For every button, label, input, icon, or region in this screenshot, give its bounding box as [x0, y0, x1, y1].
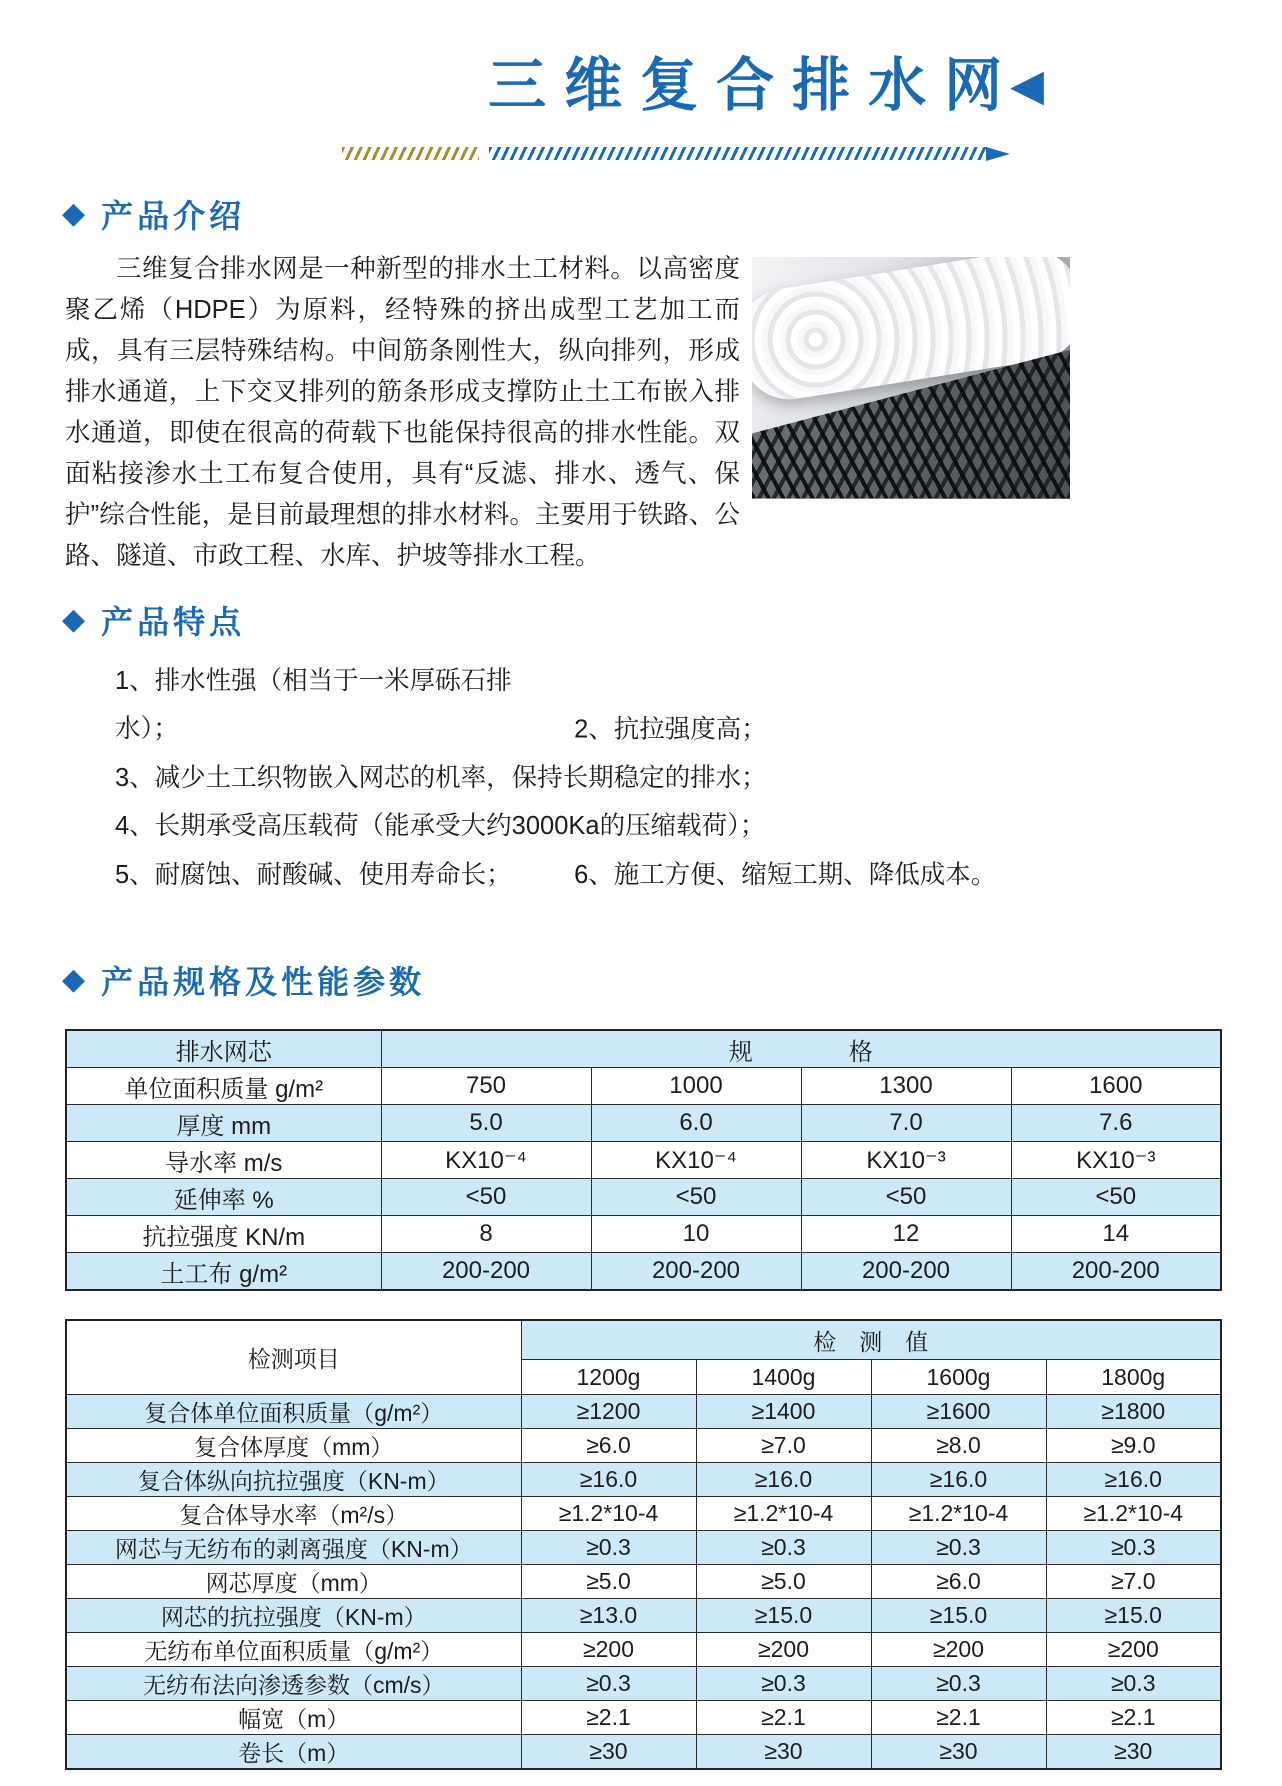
table-row	[66, 1667, 1221, 1701]
table-row	[66, 1142, 1221, 1179]
row-label: 网芯厚度（mm）	[66, 1565, 521, 1599]
table-cell: 5.0	[381, 1105, 591, 1142]
title-row	[0, 0, 1282, 123]
feature-item: 2、抗拉强度高；	[574, 715, 767, 743]
feature-item: 5、耐腐蚀、耐酸碱、使用寿命长；	[115, 860, 512, 889]
table-cell: 7.6	[1011, 1105, 1221, 1142]
table-cell: ≥13.0	[521, 1599, 696, 1633]
table-cell: ≥30	[1046, 1735, 1221, 1770]
table-cell: ≥15.0	[1046, 1599, 1221, 1633]
feature-row	[115, 851, 1282, 900]
page-title: 三维复合排水网	[488, 53, 1021, 118]
table-cell: 8	[381, 1216, 591, 1253]
diamond-icon: ◆	[62, 963, 86, 996]
table-cell: ≥9.0	[1046, 1429, 1221, 1463]
table-header-cell: 1600g	[871, 1360, 1046, 1395]
table-cell: ≥0.3	[696, 1667, 871, 1701]
table-cell: ≥1.2*10-4	[521, 1497, 696, 1531]
row-label: 无纺布单位面积质量（g/m²）	[66, 1633, 521, 1667]
specs-heading	[62, 957, 1282, 1003]
table-cell: ≥1800	[1046, 1395, 1221, 1429]
table-cell: ≥16.0	[696, 1463, 871, 1497]
table-row	[66, 1179, 1221, 1216]
table-cell: ≥1400	[696, 1395, 871, 1429]
table-row	[66, 1068, 1221, 1105]
table-cell: ≥200	[521, 1633, 696, 1667]
test-value-table	[65, 1319, 1222, 1770]
table-cell: 12	[801, 1216, 1011, 1253]
table-row	[66, 1463, 1221, 1497]
table-row	[66, 1735, 1221, 1770]
table-cell: 14	[1011, 1216, 1221, 1253]
product-photo	[752, 257, 1070, 499]
table-row	[66, 1216, 1221, 1253]
table-cell: 200-200	[801, 1253, 1011, 1291]
table-row	[66, 1497, 1221, 1531]
table-cell: ≥15.0	[696, 1599, 871, 1633]
table-header-cell: 1800g	[1046, 1360, 1221, 1395]
table-cell: 200-200	[381, 1253, 591, 1291]
row-label: 无纺布法向渗透参数（cm/s）	[66, 1667, 521, 1701]
table-cell: ≥0.3	[871, 1531, 1046, 1565]
table-cell: ≥1.2*10-4	[1046, 1497, 1221, 1531]
table-cell: ≥30	[696, 1735, 871, 1770]
table-cell: <50	[381, 1179, 591, 1216]
table-header-cell: 1400g	[696, 1360, 871, 1395]
feature-item: 4、长期承受高压载荷（能承受大约3000Ka的压缩载荷）；	[115, 812, 766, 840]
table-cell: ≥0.3	[696, 1531, 871, 1565]
feature-item: 6、施工方便、缩短工期、降低成本。	[574, 860, 997, 889]
table-cell: ≥1200	[521, 1395, 696, 1429]
table-header-row	[66, 1320, 1221, 1360]
row-label: 复合体单位面积质量（g/m²）	[66, 1395, 521, 1429]
table-cell: ≥15.0	[871, 1599, 1046, 1633]
table-cell: ≥5.0	[696, 1565, 871, 1599]
table-row	[66, 1531, 1221, 1565]
feature-item: 1、排水性强（相当于一米厚砾石排水）；	[115, 666, 512, 743]
row-label: 单位面积质量 g/m²	[66, 1068, 381, 1105]
feature-row	[115, 802, 1282, 851]
table-cell: ≥2.1	[1046, 1701, 1221, 1735]
table-row	[66, 1599, 1221, 1633]
table-cell: 10	[591, 1216, 801, 1253]
table-cell: ≥7.0	[1046, 1565, 1221, 1599]
row-label: 厚度 mm	[66, 1105, 381, 1142]
table-header-cell: 排水网芯	[66, 1030, 381, 1068]
table-row	[66, 1565, 1221, 1599]
table-row	[66, 1395, 1221, 1429]
table-header-row	[66, 1030, 1221, 1068]
table-cell: ≥0.3	[871, 1667, 1046, 1701]
table-cell: ≥30	[871, 1735, 1046, 1770]
table-cell: 7.0	[801, 1105, 1011, 1142]
row-label: 抗拉强度 KN/m	[66, 1216, 381, 1253]
table-cell: ≥2.1	[521, 1701, 696, 1735]
table-cell: ≥1.2*10-4	[871, 1497, 1046, 1531]
decorative-stripes	[342, 147, 1282, 161]
table-cell: ≥16.0	[521, 1463, 696, 1497]
table-cell: KX10⁻³	[1011, 1142, 1221, 1179]
table-cell: ≥0.3	[521, 1531, 696, 1565]
table-cell: 200-200	[591, 1253, 801, 1291]
table-cell: 1000	[591, 1068, 801, 1105]
intro-heading	[62, 191, 1282, 237]
row-label: 网芯的抗拉强度（KN-m）	[66, 1599, 521, 1633]
feature-row	[115, 657, 1282, 754]
section-specs	[0, 957, 1282, 1770]
table-header-cell: 1200g	[521, 1360, 696, 1395]
row-label: 导水率 m/s	[66, 1142, 381, 1179]
spec-table	[65, 1029, 1222, 1291]
features-heading	[62, 597, 1282, 643]
table-header-cell: 检测项目	[66, 1320, 521, 1395]
table-header-cell: 规 格	[381, 1030, 1221, 1068]
row-label: 复合体导水率（m²/s）	[66, 1497, 521, 1531]
table-cell: ≥1600	[871, 1395, 1046, 1429]
table-cell: <50	[801, 1179, 1011, 1216]
table-cell: ≥2.1	[871, 1701, 1046, 1735]
table-cell: ≥200	[696, 1633, 871, 1667]
table-row	[66, 1253, 1221, 1291]
table-cell: KX10⁻³	[801, 1142, 1011, 1179]
intro-body	[65, 249, 1282, 577]
diamond-icon: ◆	[62, 196, 86, 230]
table-cell: 200-200	[1011, 1253, 1221, 1291]
table-cell: ≥0.3	[1046, 1531, 1221, 1565]
table-cell: ≥1.2*10-4	[696, 1497, 871, 1531]
row-label: 复合体厚度（mm）	[66, 1429, 521, 1463]
row-label: 卷长（m）	[66, 1735, 521, 1770]
table-cell: ≥7.0	[696, 1429, 871, 1463]
table-cell: ≥8.0	[871, 1429, 1046, 1463]
row-label: 网芯与无纺布的剥离强度（KN-m）	[66, 1531, 521, 1565]
table-row	[66, 1429, 1221, 1463]
section-intro	[0, 191, 1282, 577]
table-cell: <50	[591, 1179, 801, 1216]
stripe-blue-bar	[489, 147, 986, 160]
table-cell: ≥2.1	[696, 1701, 871, 1735]
table-cell: ≥30	[521, 1735, 696, 1770]
table-cell: ≥16.0	[1046, 1463, 1221, 1497]
stripe-gold-bar	[342, 147, 479, 160]
table-row	[66, 1633, 1221, 1667]
section-title: 产品介绍	[101, 197, 246, 234]
section-features	[0, 597, 1282, 900]
table-row	[66, 1701, 1221, 1735]
table-cell: 1300	[801, 1068, 1011, 1105]
table-cell: KX10⁻⁴	[591, 1142, 801, 1179]
diamond-icon: ◆	[62, 602, 86, 636]
table-cell: ≥5.0	[521, 1565, 696, 1599]
feature-item: 3、减少土工织物嵌入网芯的机率，保持长期稳定的排水；	[115, 763, 767, 792]
table-cell: ≥200	[871, 1633, 1046, 1667]
table-cell: ≥200	[1046, 1633, 1221, 1667]
table-cell: ≥16.0	[871, 1463, 1046, 1497]
intro-paragraph: 三维复合排水网是一种新型的排水土工材料。以高密度聚乙烯（HDPE）为原料，经特殊的挤出成型工艺加工而成，具有三层特殊结构。中间筋条刚性大，纵向排列，形成排水通道，上下交叉排列的筋条形成支撑防止土工布嵌入排水通道，即使在很高的荷载下也能保持很高的排水性能。双面粘接渗水土工布复合使用，具有“反滤、排水、透气、保护”综合性能，是目前最理想的排水材料。主要用于铁路、公路、隧道、市政工程、水库、护坡等排水工程。	[65, 254, 740, 570]
table-cell: ≥6.0	[521, 1429, 696, 1463]
table-cell: ≥0.3	[1046, 1667, 1221, 1701]
table-header-cell: 检 测 值	[521, 1320, 1221, 1360]
table-cell: KX10⁻⁴	[381, 1142, 591, 1179]
table-cell: <50	[1011, 1179, 1221, 1216]
table-cell: ≥6.0	[871, 1565, 1046, 1599]
table-cell: ≥0.3	[521, 1667, 696, 1701]
row-label: 幅宽（m）	[66, 1701, 521, 1735]
section-title: 产品规格及性能参数	[101, 964, 426, 1000]
feature-row	[115, 754, 1282, 803]
table-cell: 6.0	[591, 1105, 801, 1142]
row-label: 土工布 g/m²	[66, 1253, 381, 1291]
feature-list	[115, 657, 1282, 900]
stripe-arrow-icon	[986, 147, 1010, 161]
row-label: 延伸率 %	[66, 1179, 381, 1216]
table-cell: 1600	[1011, 1068, 1221, 1105]
table-cell: 750	[381, 1068, 591, 1105]
table-row	[66, 1105, 1221, 1142]
row-label: 复合体纵向抗拉强度（KN-m）	[66, 1463, 521, 1497]
section-title: 产品特点	[101, 603, 246, 640]
title-arrow-icon: ◀	[1010, 61, 1044, 111]
